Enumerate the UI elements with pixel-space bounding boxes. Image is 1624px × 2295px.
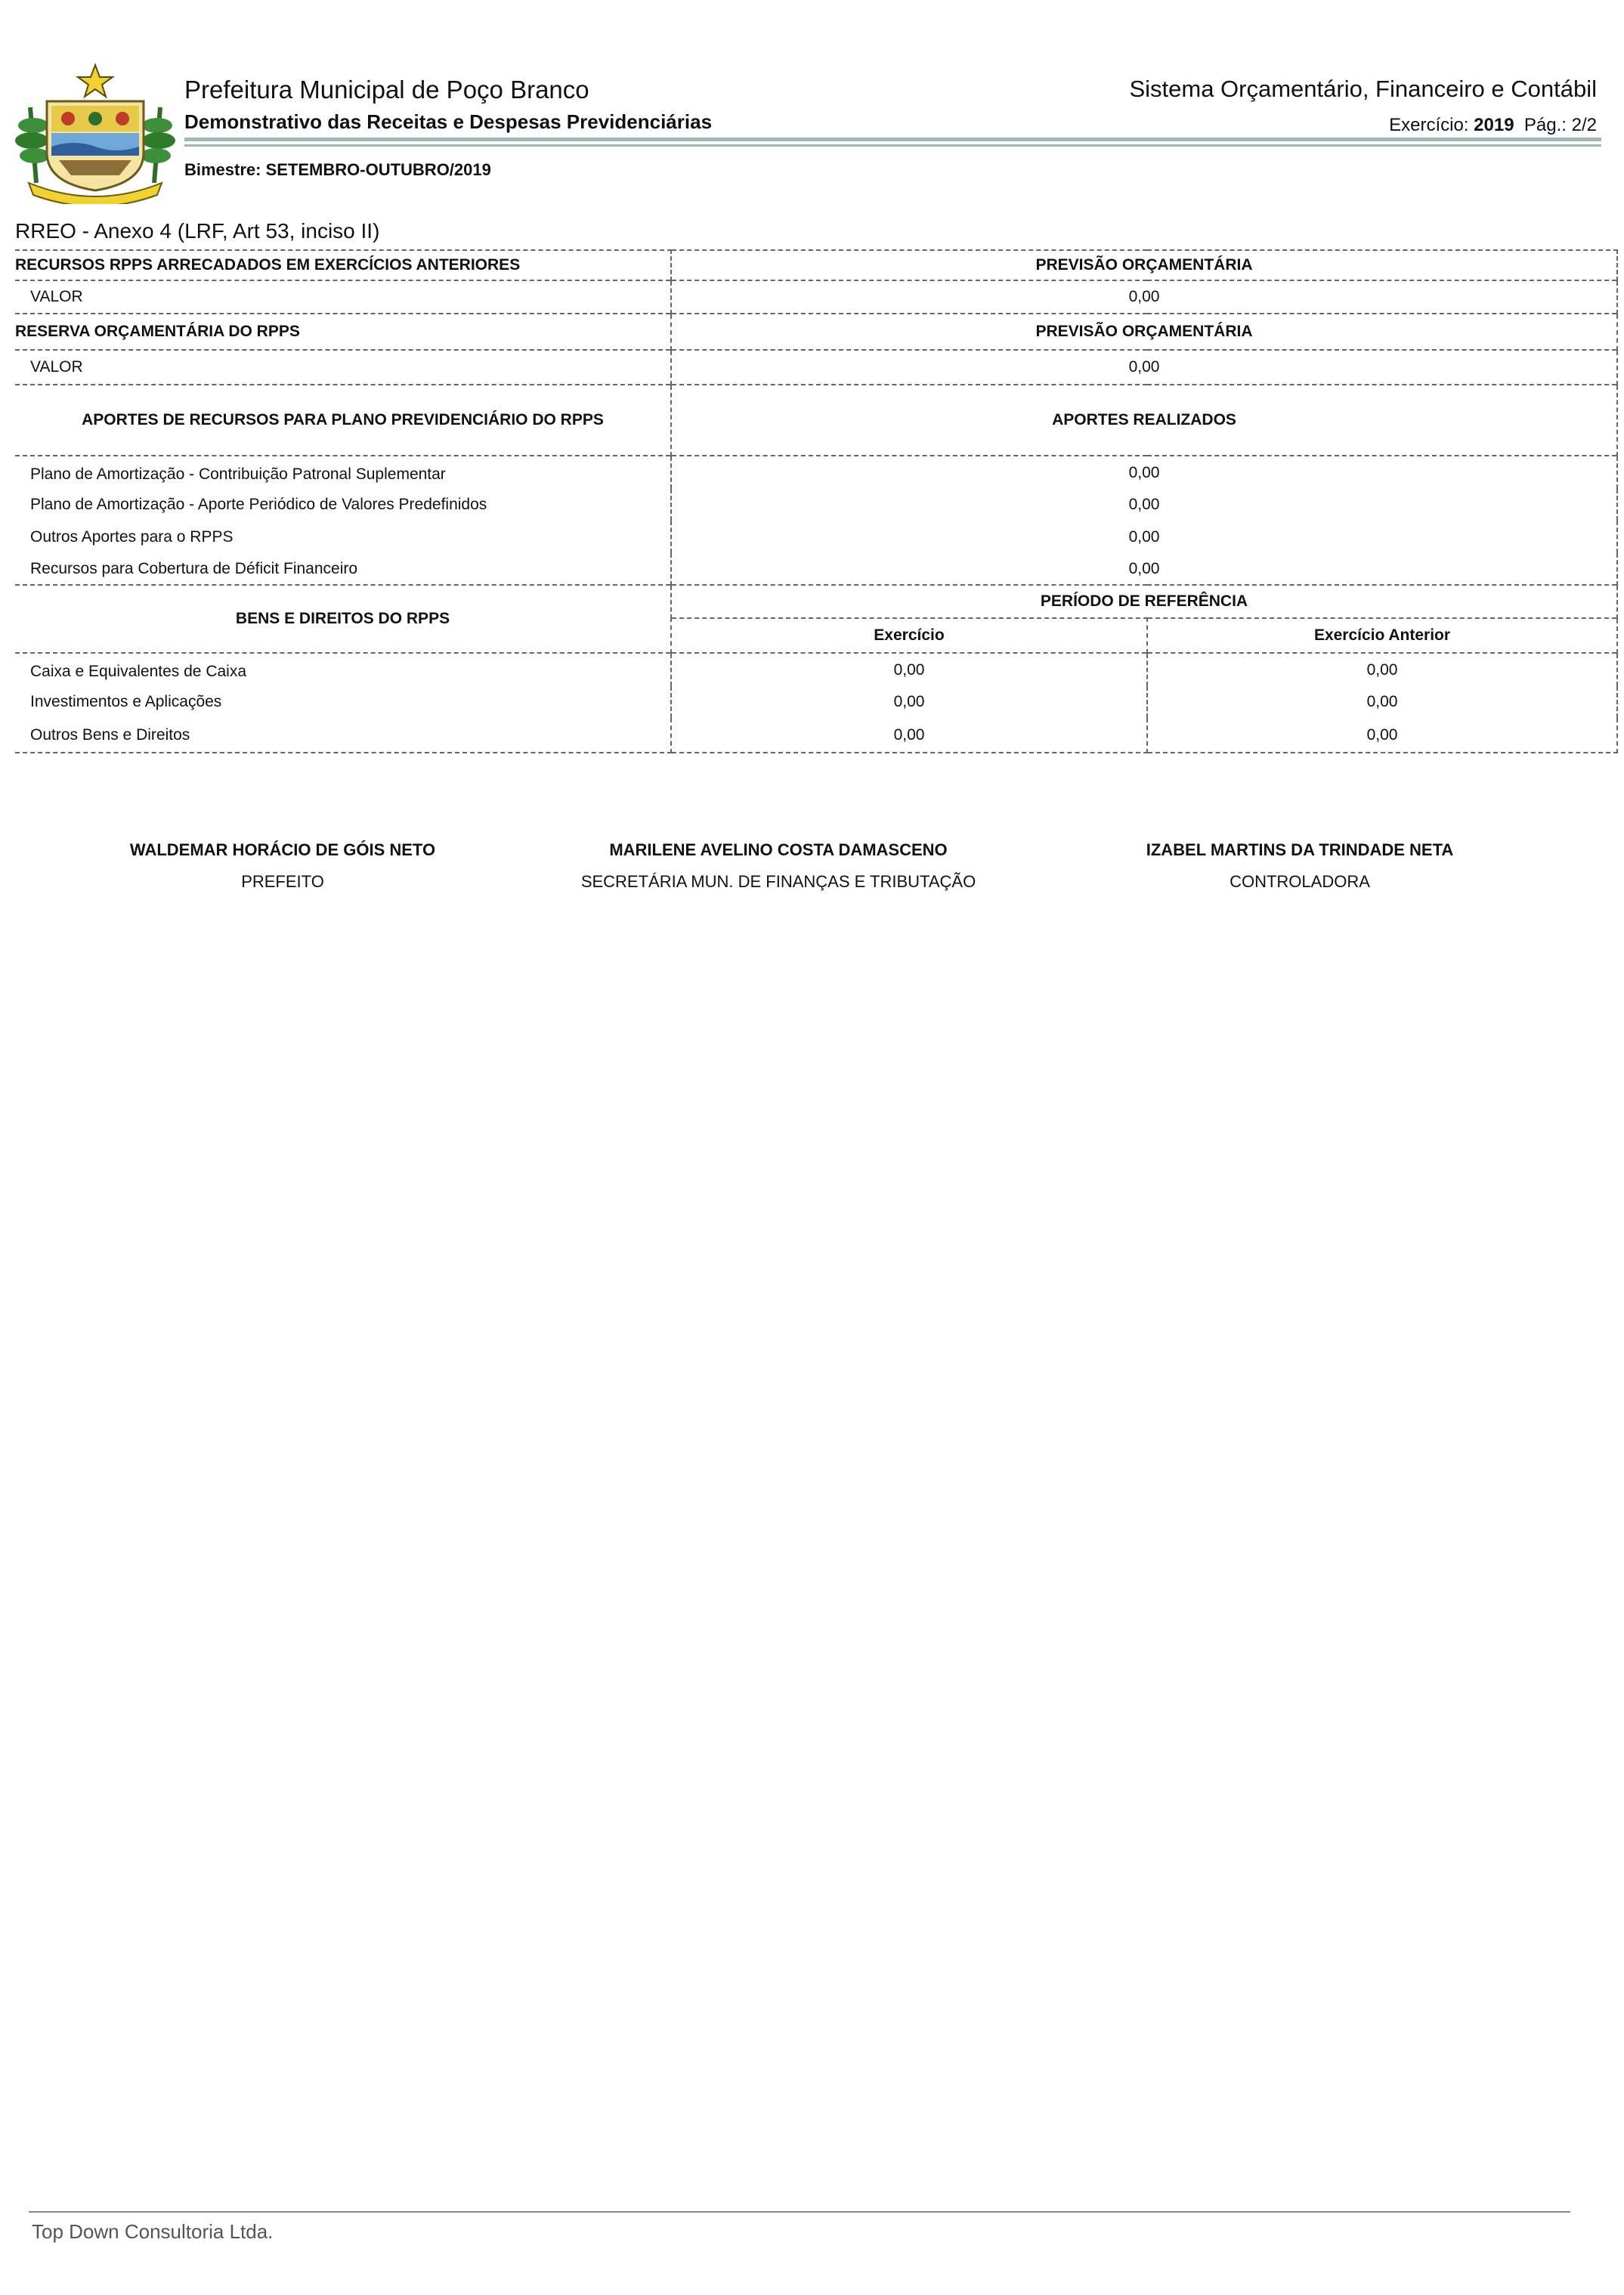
row-value-exercicio-anterior: 0,00 bbox=[1147, 718, 1617, 753]
signatory-name: MARILENE AVELINO COSTA DAMASCENO bbox=[609, 840, 948, 859]
footer-divider bbox=[29, 2211, 1570, 2213]
signatory-role: SECRETÁRIA MUN. DE FINANÇAS E TRIBUTAÇÃO bbox=[580, 872, 976, 891]
column-header-periodo: PERÍODO DE REFERÊNCIA bbox=[671, 585, 1617, 618]
signatory-role: PREFEITO bbox=[241, 872, 324, 891]
page-number: 2/2 bbox=[1571, 115, 1597, 135]
section-header-row bbox=[15, 385, 1617, 456]
column-header-exercicio: Exercício bbox=[671, 618, 1147, 653]
row-value: 0,00 bbox=[671, 280, 1617, 314]
footer-company: Top Down Consultoria Ltda. bbox=[32, 2220, 274, 2243]
row-label: VALOR bbox=[15, 280, 671, 314]
table-row bbox=[15, 718, 1617, 753]
column-header-aportes-realizados: APORTES REALIZADOS bbox=[671, 385, 1617, 456]
table-row bbox=[15, 456, 1617, 489]
signatory-role: CONTROLADORA bbox=[1230, 872, 1370, 891]
row-label: Outros Bens e Direitos bbox=[15, 718, 671, 753]
column-header-previsao: PREVISÃO ORÇAMENTÁRIA bbox=[671, 314, 1617, 350]
row-value-exercicio: 0,00 bbox=[671, 653, 1147, 686]
table-row bbox=[15, 686, 1617, 718]
row-label: Caixa e Equivalentes de Caixa bbox=[15, 653, 671, 686]
municipal-coat-of-arms-icon bbox=[14, 62, 177, 204]
column-header-previsao: PREVISÃO ORÇAMENTÁRIA bbox=[671, 250, 1617, 280]
bimester-label: Bimestre: SETEMBRO-OUTUBRO/2019 bbox=[184, 160, 491, 179]
row-value-exercicio: 0,00 bbox=[671, 686, 1147, 718]
row-value-exercicio: 0,00 bbox=[671, 718, 1147, 753]
annex-title: RREO - Anexo 4 (LRF, Art 53, inciso II) bbox=[15, 219, 380, 243]
rreo-annex-table bbox=[15, 249, 1618, 753]
system-name: Sistema Orçamentário, Financeiro e Contábil bbox=[1129, 76, 1597, 102]
signature-block-controladora bbox=[1035, 840, 1564, 892]
exercise-and-page bbox=[1389, 115, 1597, 136]
row-label: Outros Aportes para o RPPS bbox=[15, 521, 671, 553]
row-label: VALOR bbox=[15, 350, 671, 385]
section-header-row bbox=[15, 585, 1617, 618]
header-divider bbox=[184, 138, 1601, 141]
page-label: Pág.: bbox=[1523, 115, 1567, 135]
row-label: Investimentos e Aplicações bbox=[15, 686, 671, 718]
report-subtitle: Demonstrativo das Receitas e Despesas Previdenciárias bbox=[184, 110, 713, 133]
row-value: 0,00 bbox=[671, 350, 1617, 385]
signature-block-prefeito bbox=[18, 840, 547, 892]
section-header-reserva: RESERVA ORÇAMENTÁRIA DO RPPS bbox=[15, 314, 671, 350]
signatory-name: IZABEL MARTINS DA TRINDADE NETA bbox=[1146, 840, 1454, 859]
table-row bbox=[15, 653, 1617, 686]
row-value: 0,00 bbox=[671, 489, 1617, 521]
section-header-bens: BENS E DIREITOS DO RPPS bbox=[15, 585, 671, 653]
table-row bbox=[15, 350, 1617, 385]
section-header-row bbox=[15, 250, 1617, 280]
row-label: Plano de Amortização - Aporte Periódico de Valores Predefinidos bbox=[15, 489, 671, 521]
table-row bbox=[15, 489, 1617, 521]
section-header-recursos-anteriores: RECURSOS RPPS ARRECADADOS EM EXERCÍCIOS ANTERIORES bbox=[15, 250, 671, 280]
table-row bbox=[15, 280, 1617, 314]
signatory-name: WALDEMAR HORÁCIO DE GÓIS NETO bbox=[129, 840, 436, 859]
row-value: 0,00 bbox=[671, 521, 1617, 553]
table-row bbox=[15, 553, 1617, 585]
column-header-exercicio-anterior: Exercício Anterior bbox=[1147, 618, 1617, 653]
section-header-row bbox=[15, 314, 1617, 350]
exercise-year: 2019 bbox=[1474, 115, 1514, 135]
row-value: 0,00 bbox=[671, 553, 1617, 585]
exercise-label: Exercício: bbox=[1389, 115, 1469, 135]
row-label: Plano de Amortização - Contribuição Patronal Suplementar bbox=[15, 456, 671, 489]
section-header-aportes: APORTES DE RECURSOS PARA PLANO PREVIDENCIÁRIO DO RPPS bbox=[15, 385, 671, 456]
header-divider-secondary bbox=[184, 144, 1601, 147]
signature-block-secretaria bbox=[514, 840, 1043, 892]
table-row bbox=[15, 521, 1617, 553]
row-value-exercicio-anterior: 0,00 bbox=[1147, 686, 1617, 718]
row-label: Recursos para Cobertura de Déficit Financeiro bbox=[15, 553, 671, 585]
row-value: 0,00 bbox=[671, 456, 1617, 489]
municipality-title: Prefeitura Municipal de Poço Branco bbox=[184, 76, 589, 104]
row-value-exercicio-anterior: 0,00 bbox=[1147, 653, 1617, 686]
